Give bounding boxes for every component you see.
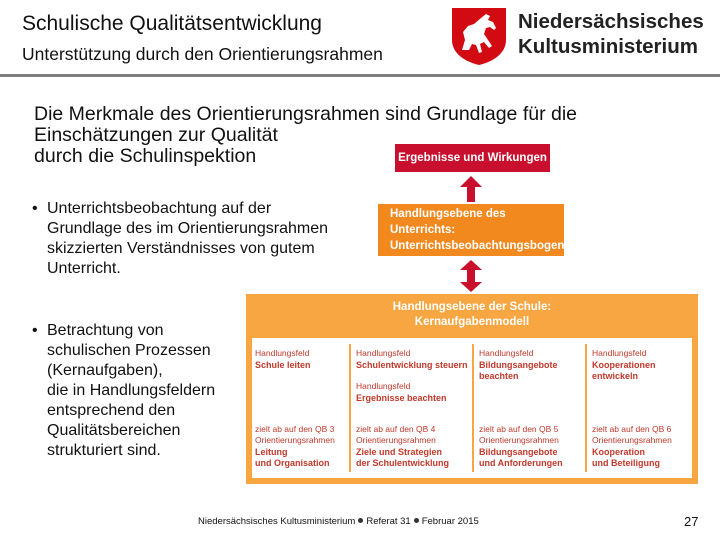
ministry-line-2: Kultusministerium	[518, 35, 698, 58]
field-label: Handlungsfeld	[356, 381, 411, 391]
field-value: Bildungsangebote	[479, 360, 558, 370]
bullet-line: entsprechend den	[47, 402, 176, 419]
ministry-line-1: Niedersächsisches	[518, 10, 704, 33]
slide-subtitle: Unterstützung durch den Orientierungsrahmen	[22, 44, 383, 64]
qb-value: Kooperation	[592, 447, 645, 457]
footer	[198, 516, 479, 527]
qb-label: Orientierungsrahmen	[479, 435, 559, 445]
bullet-symbol: •	[32, 200, 38, 217]
heading-line: Einschätzungen zur Qualität	[34, 124, 278, 146]
school-level-title: Handlungsebene der Schule:	[392, 301, 552, 313]
school-level-model: Kernaufgabenmodell	[414, 316, 530, 328]
qb-label: Orientierungsrahmen	[592, 435, 672, 445]
bullet-line: Betrachtung von	[47, 322, 164, 339]
qb-value: und Anforderungen	[479, 458, 563, 468]
qb-label: Orientierungsrahmen	[356, 435, 436, 445]
field-label: Handlungsfeld	[356, 348, 411, 358]
bullet-line: (Kernaufgaben),	[47, 362, 163, 379]
field-label: Handlungsfeld	[255, 348, 310, 358]
qb-value: und Beteiligung	[592, 458, 660, 468]
page-number: 27	[684, 514, 699, 529]
field-value: entwickeln	[592, 371, 639, 381]
bullet-line: Qualitätsbereichen	[47, 422, 181, 439]
core-task-grid	[252, 338, 692, 478]
column-divider	[585, 344, 587, 472]
results-box: Ergebnisse und Wirkungen	[395, 144, 550, 172]
field-value: Schule leiten	[255, 360, 311, 370]
column-qb4	[356, 338, 470, 478]
footer-date: Februar 2015	[421, 516, 479, 527]
bullet-symbol: •	[32, 322, 38, 339]
column-divider	[349, 344, 351, 472]
field-value: Schulentwicklung steuern	[356, 360, 468, 370]
column-divider	[472, 344, 474, 472]
separator-dot-icon	[358, 518, 363, 523]
field-label: Handlungsfeld	[592, 348, 647, 358]
double-arrow-icon	[460, 260, 482, 292]
field-label: Handlungsfeld	[479, 348, 534, 358]
qb-label: Orientierungsrahmen	[255, 435, 335, 445]
column-qb6	[592, 338, 690, 478]
separator-dot-icon	[414, 518, 419, 523]
bullet-line: strukturiert sind.	[47, 442, 161, 459]
slide-title: Schulische Qualitätsentwicklung	[22, 12, 322, 35]
bullet-line: schulischen Prozessen	[47, 342, 211, 359]
qb-value: Leitung	[255, 447, 288, 457]
bullet-school-processes	[32, 321, 247, 461]
qb-value: Bildungsangebote	[479, 447, 558, 457]
qb-label: zielt ab auf den QB 4	[356, 424, 436, 434]
bullet-teaching-observation	[32, 199, 377, 279]
school-level-box	[246, 294, 698, 484]
bullet-line: Unterricht.	[47, 260, 121, 277]
footer-department: Referat 31	[366, 516, 411, 527]
qb-value: und Organisation	[255, 458, 330, 468]
field-value: beachten	[479, 371, 519, 381]
column-qb3	[255, 338, 347, 478]
qb-value: der Schulentwicklung	[356, 458, 450, 468]
qb-label: zielt ab auf den QB 3	[255, 424, 335, 434]
heading-line: Die Merkmale des Orientierungsrahmen sind Grundlage für die	[34, 103, 578, 125]
qb-value: Ziele und Strategien	[356, 447, 443, 457]
field-value: Ergebnisse beachten	[356, 393, 447, 403]
qb-label: zielt ab auf den QB 6	[592, 424, 672, 434]
lower-saxony-horse-logo	[448, 6, 510, 66]
ministry-name	[518, 9, 704, 59]
school-level-header	[246, 294, 698, 336]
teaching-level-tool: Unterrichtsbeobachtungsbogen	[390, 240, 565, 252]
qb-label: zielt ab auf den QB 5	[479, 424, 559, 434]
heading-line: durch die Schulinspektion	[34, 145, 257, 167]
footer-ministry: Niedersächsisches Kultusministerium	[198, 516, 356, 527]
header-divider	[0, 74, 720, 77]
field-value: Kooperationen	[592, 360, 656, 370]
bullet-line: skizzierten Verständnisses von gutem	[47, 240, 315, 257]
teaching-level-box	[378, 204, 564, 256]
teaching-level-title: Handlungsebene des Unterrichts:	[390, 208, 506, 236]
arrow-up-icon	[460, 176, 482, 202]
bullet-line: Grundlage des im Orientierungsrahmen	[47, 220, 329, 237]
bullet-line: Unterrichtsbeobachtung auf der	[47, 200, 272, 217]
column-qb5	[479, 338, 583, 478]
bullet-line: die in Handlungsfeldern	[47, 382, 216, 399]
